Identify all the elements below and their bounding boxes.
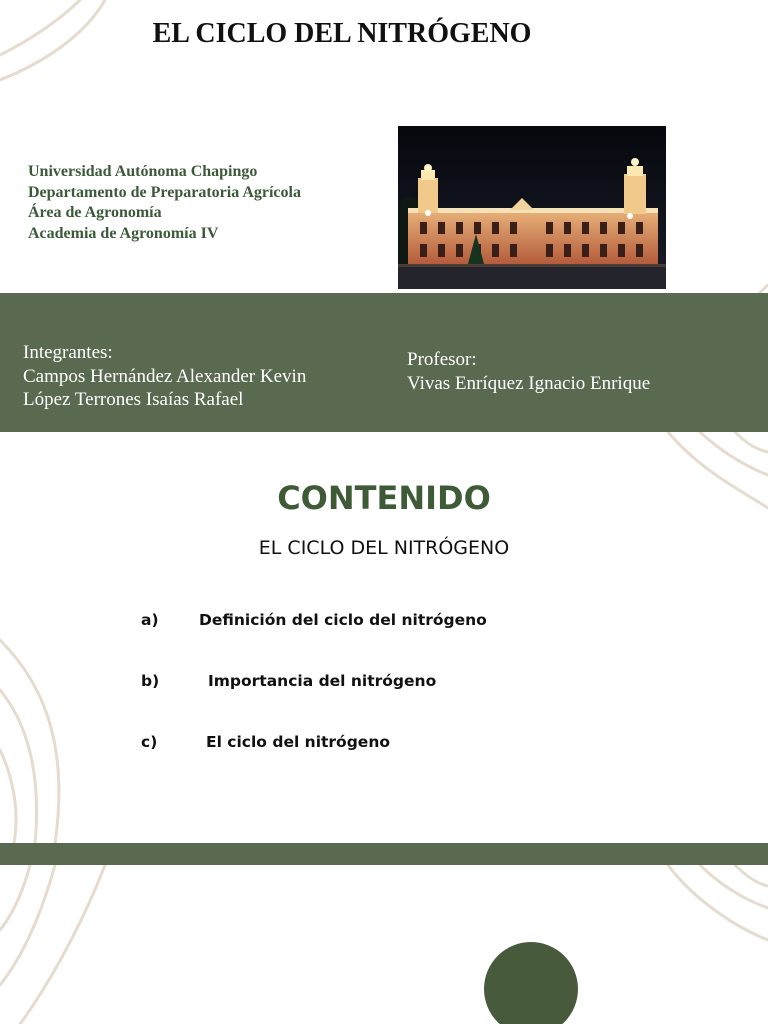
contents-subtitle: EL CICLO DEL NITRÓGENO	[258, 537, 510, 559]
footer-band	[0, 843, 768, 865]
institution-line: Universidad Autónoma Chapingo	[28, 163, 258, 180]
member-name: López Terrones Isaías Rafael	[23, 389, 244, 410]
members-block	[23, 341, 306, 412]
professor-label: Profesor:	[407, 349, 477, 370]
member-name: Campos Hernández Alexander Kevin	[23, 365, 307, 387]
contents-item	[141, 611, 487, 629]
members-label: Integrantes:	[23, 342, 113, 363]
item-letter: c)	[141, 733, 158, 751]
institution-line: Academia de Agronomía IV	[28, 224, 219, 242]
institution-line: Departamento de Preparatoria Agrícola	[28, 183, 301, 201]
page-title: EL CICLO DEL NITRÓGENO	[152, 18, 532, 49]
item-text: Importancia del nitrógeno	[208, 672, 437, 690]
item-letter: b)	[141, 672, 160, 690]
contents-heading: CONTENIDO	[277, 479, 491, 517]
institution-line: Área de Agronomía	[28, 204, 162, 221]
decorative-circle	[484, 942, 578, 1024]
item-text: El ciclo del nitrógeno	[206, 733, 391, 751]
professor-block	[407, 348, 650, 395]
item-text: Definición del ciclo del nitrógeno	[199, 611, 487, 629]
building-at-night-photo	[398, 126, 666, 289]
institution-block	[28, 162, 301, 244]
contents-item	[141, 672, 437, 690]
professor-name: Vivas Enríquez Ignacio Enrique	[407, 372, 651, 394]
item-letter: a)	[141, 611, 159, 629]
contents-item	[141, 733, 391, 751]
